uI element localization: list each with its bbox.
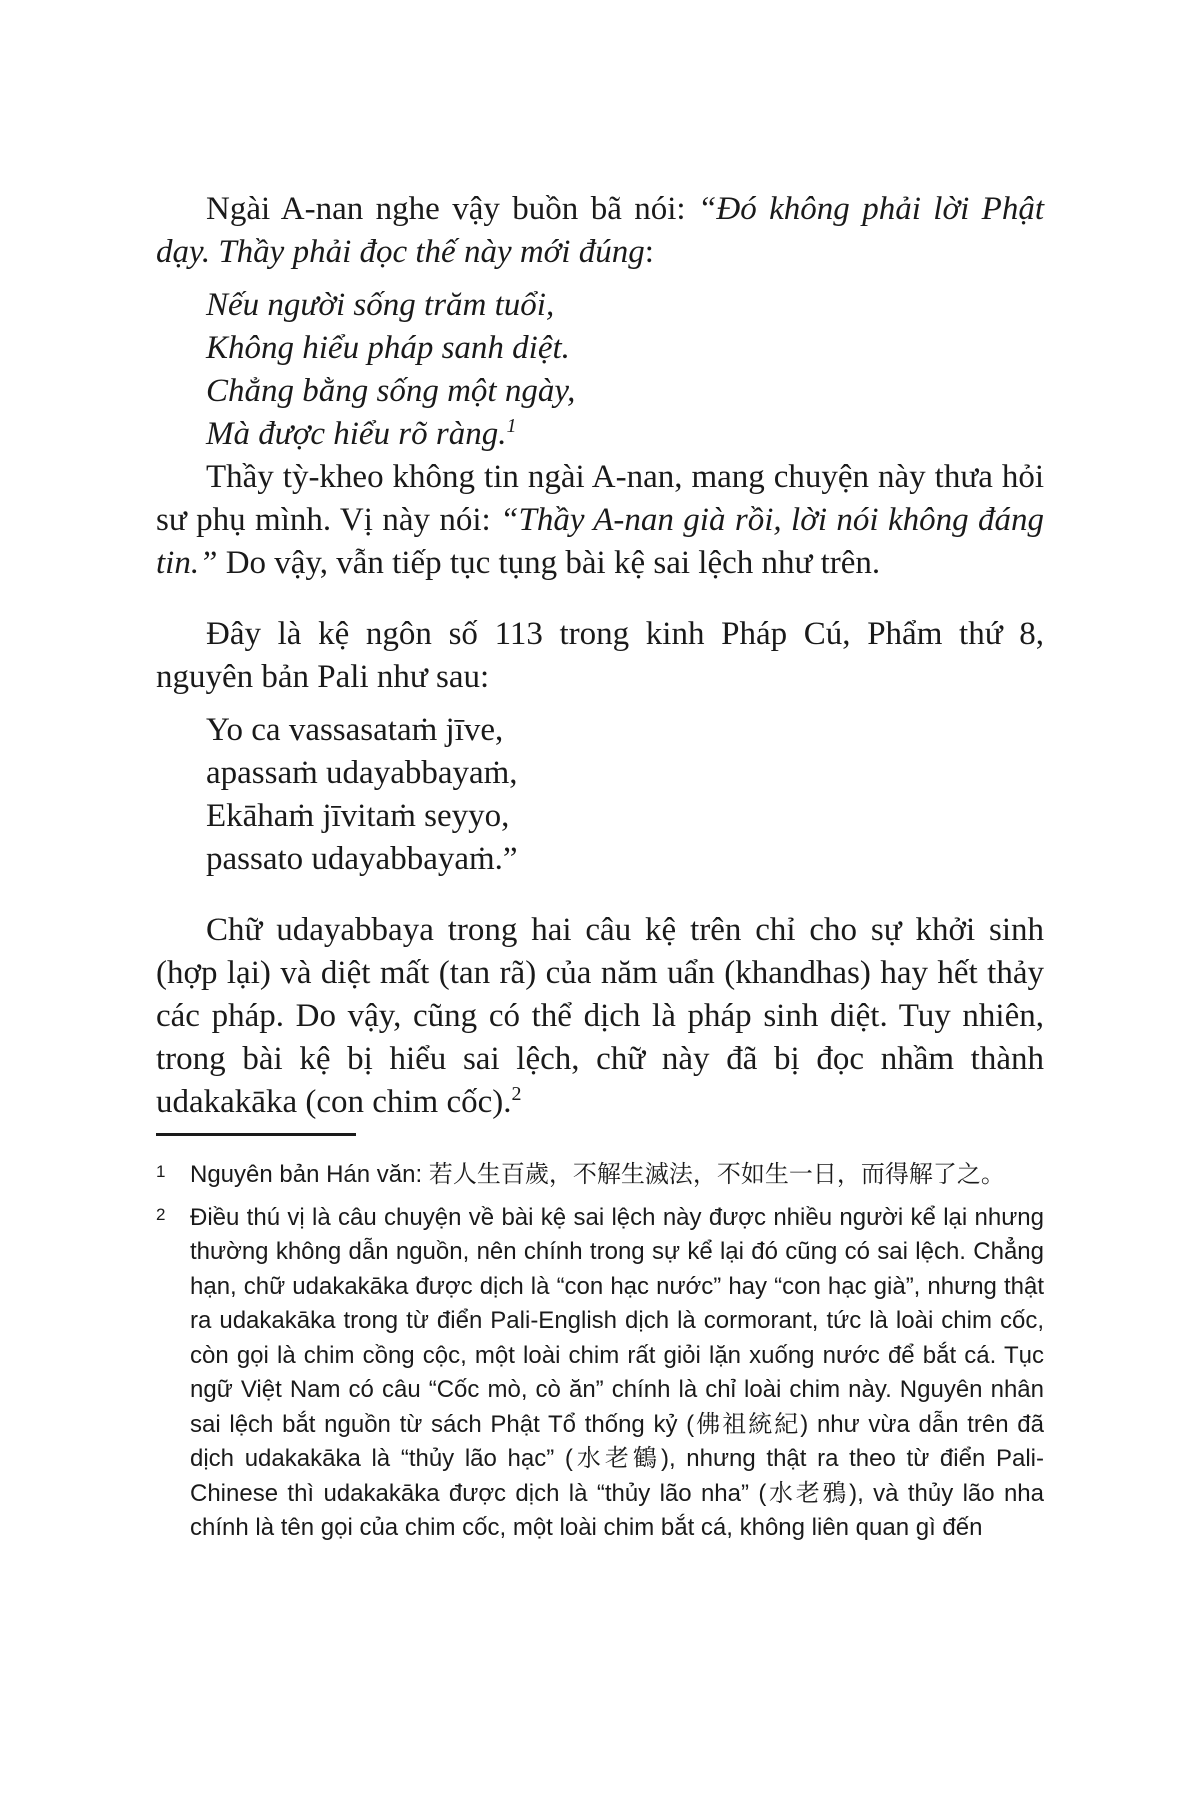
footnote-text: Điều thú vị là câu chuyện về bài kệ sai lệch này được nhiều người kể lại nhưng thường không dẫn nguồn, nên chính trong sự kể lại đó cũng có sai lệch. Chẳng hạn, chữ udakakāka được dịch là “con hạc nước” hay “con hạc già”, nhưng thật ra udakakāka trong từ điển Pali-English dịch là cormorant, tức là loài chim cốc, còn gọi là chim cồng cộc, một loài chim rất giỏi lặn xuống nước để bắt cá. Tục ngữ Việt Nam có câu “Cốc mò, cò ăn” chính là chỉ loài chim này. Nguyên nhân sai lệch bắt nguồn từ sách Phật Tổ thống kỷ (佛祖統紀) như vừa dẫn trên đã dịch udakakāka là “thủy lão hạc” (水老鶴), nhưng thật ra theo từ điển Pali-Chinese thì udakakāka được dịch là “thủy lão nha” (水老鴉), và thủy lão nha chính là tên gọi của chim cốc, một loài chim bắt cá, không liên quan gì đến — [190, 1203, 1044, 1541]
paragraph-pali-intro: Đây là kệ ngôn số 113 trong kinh Pháp Cú, Phẩm thứ 8, nguyên bản Pali như sau: — [156, 616, 1044, 695]
verse-line: passato udayabbayaṁ.” — [206, 841, 518, 877]
paragraph-lead: Ngài A-nan nghe vậy buồn bã nói: — [206, 191, 699, 227]
footnote-text: Nguyên bản Hán văn: 若人生百歲，不解生滅法，不如生一日，而得解了之。 — [190, 1161, 1005, 1188]
footnote-2 — [156, 1201, 1044, 1546]
verse-line: apassaṁ udayabbayaṁ, — [206, 755, 518, 791]
verse-vietnamese — [206, 284, 1044, 456]
paragraph-tail: : — [644, 234, 654, 270]
paragraph-text: Chữ udayabbaya trong hai câu kệ trên chỉ cho sự khởi sinh (hợp lại) và diệt mất (tan rã) của năm uẩn (khandhas) hay hết thảy các pháp. Do vậy, cũng có thể dịch là pháp sinh diệt. Tuy nhiên, trong bài kệ bị hiểu sai lệch, chữ này đã bị đọc nhầm thành udakakāka (con chim cốc). — [156, 912, 1044, 1120]
footnote-ref-1[interactable]: 1 — [506, 415, 517, 437]
footnotes — [156, 1158, 1044, 1546]
verse-line: Chẳng bằng sống một ngày, — [206, 373, 576, 409]
quoted-speech: “Thầy A-nan già rồi, lời nói không đáng tin.” — [156, 502, 1044, 581]
footnote-number: 2 — [156, 1204, 166, 1224]
page-body — [156, 188, 1044, 1124]
quoted-speech: “Đó không phải lời Phật dạy. Thầy phải đọc thế này mới đúng — [156, 191, 1044, 270]
verse-line-text: Mà được hiểu rõ ràng. — [206, 416, 507, 452]
footnote-number: 1 — [156, 1162, 166, 1181]
footnote-divider — [156, 1133, 356, 1136]
footnote-ref-2[interactable]: 2 — [511, 1083, 522, 1105]
paragraph-tail: Do vậy, vẫn tiếp tục tụng bài kệ sai lệch như trên. — [217, 545, 881, 581]
paragraph-lead: Thầy tỳ-kheo không tin ngài A-nan, mang chuyện này thưa hỏi sư phụ mình. Vị này nói: — [156, 459, 1044, 538]
verse-line: Không hiểu pháp sanh diệt. — [206, 330, 570, 366]
verse-line: Ekāhaṁ jīvitaṁ seyyo, — [206, 798, 510, 834]
verse-line: Nếu người sống trăm tuổi, — [206, 287, 555, 323]
verse-line: Yo ca vassasataṁ jīve, — [206, 712, 504, 748]
verse-line-last — [206, 413, 1044, 456]
paragraph-udayabbaya — [156, 909, 1044, 1124]
footnote-1 — [156, 1158, 1044, 1193]
paragraph-ananda-reply — [156, 188, 1044, 274]
paragraph-monk-reply — [156, 456, 1044, 585]
verse-pali — [206, 709, 1044, 881]
